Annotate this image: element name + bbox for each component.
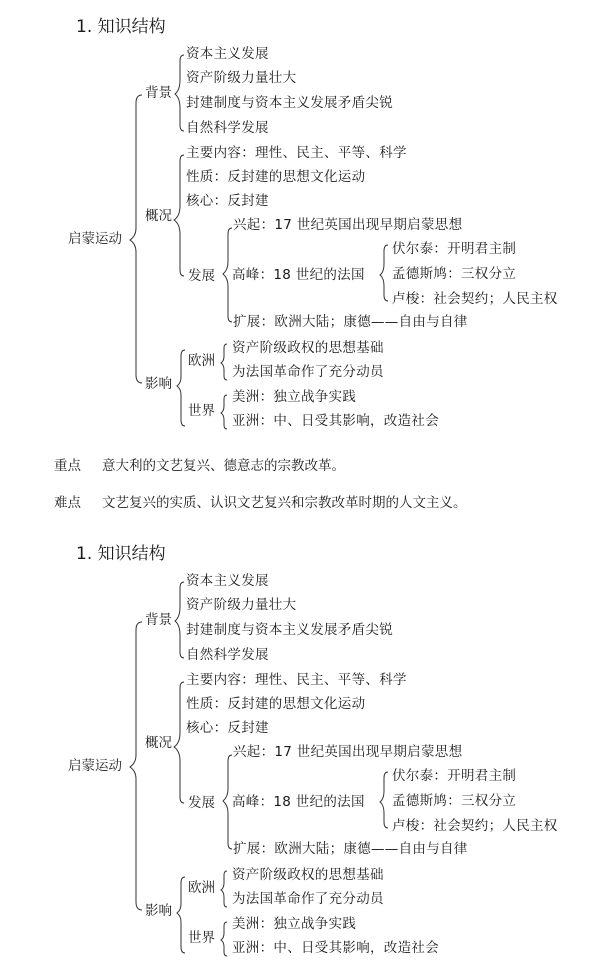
root-topic: 启蒙运动 (68, 231, 122, 247)
influence-world: 世界 (188, 403, 215, 419)
branch-overview: 概况 (145, 208, 172, 224)
branch-background: 背景 (145, 85, 172, 101)
influence-europe: 欧洲 (188, 353, 215, 369)
world-item: 亚洲：中、日受其影响，改造社会 (232, 940, 439, 956)
overview-core: 核心：反封建 (186, 720, 269, 736)
branch-overview: 概况 (145, 735, 172, 751)
development-rise: 兴起：17 世纪英国出现早期启蒙思想 (233, 744, 463, 760)
development-peak: 高峰：18 世纪的法国 (232, 794, 365, 810)
thinker-item: 伏尔泰：开明君主制 (392, 241, 517, 257)
thinker-item: 伏尔泰：开明君主制 (392, 768, 517, 784)
background-item: 自然科学发展 (186, 647, 269, 663)
overview-content: 主要内容：理性、民主、平等、科学 (186, 145, 407, 161)
thinker-item: 孟德斯鸠：三权分立 (392, 266, 517, 282)
background-item: 资产阶级力量壮大 (186, 597, 297, 613)
thinker-item: 孟德斯鸠：三权分立 (392, 793, 517, 809)
thinker-item: 卢梭：社会契约；人民主权 (392, 818, 558, 834)
background-item: 自然科学发展 (186, 120, 269, 136)
influence-europe: 欧洲 (188, 880, 215, 896)
background-item: 封建制度与资本主义发展矛盾尖锐 (186, 622, 393, 638)
background-item: 资本主义发展 (186, 46, 269, 62)
section-title: 1. 知识结构 (76, 17, 166, 37)
root-topic: 启蒙运动 (68, 758, 122, 774)
thinker-item: 卢梭：社会契约；人民主权 (392, 291, 558, 307)
development-rise: 兴起：17 世纪英国出现早期启蒙思想 (233, 217, 463, 233)
section-title: 1. 知识结构 (76, 544, 166, 564)
branch-influence: 影响 (145, 376, 172, 392)
overview-core: 核心：反封建 (186, 193, 269, 209)
background-item: 资产阶级力量壮大 (186, 70, 297, 86)
world-item: 美洲：独立战争实践 (232, 389, 357, 405)
difficult-point-label: 难点 (54, 495, 81, 511)
overview-nature: 性质：反封建的思想文化运动 (186, 169, 366, 185)
overview-content: 主要内容：理性、民主、平等、科学 (186, 672, 407, 688)
difficult-point-text: 文艺复兴的实质、认识文艺复兴和宗教改革时期的人文主义。 (102, 495, 467, 511)
background-item: 资本主义发展 (186, 573, 269, 589)
branch-development: 发展 (188, 795, 215, 811)
world-item: 亚洲：中、日受其影响，改造社会 (232, 413, 439, 429)
europe-item: 资产阶级政权的思想基础 (232, 340, 384, 356)
development-expansion: 扩展：欧洲大陆；康德——自由与自律 (233, 314, 468, 330)
world-item: 美洲：独立战争实践 (232, 916, 357, 932)
europe-item: 资产阶级政权的思想基础 (232, 867, 384, 883)
branch-influence: 影响 (145, 903, 172, 919)
branch-development: 发展 (188, 268, 215, 284)
europe-item: 为法国革命作了充分动员 (232, 364, 384, 380)
key-point-text: 意大利的文艺复兴、德意志的宗教改革。 (102, 458, 345, 474)
development-expansion: 扩展：欧洲大陆；康德——自由与自律 (233, 841, 468, 857)
influence-world: 世界 (188, 930, 215, 946)
background-item: 封建制度与资本主义发展矛盾尖锐 (186, 95, 393, 111)
key-point-label: 重点 (54, 458, 81, 474)
branch-background: 背景 (145, 612, 172, 628)
europe-item: 为法国革命作了充分动员 (232, 891, 384, 907)
overview-nature: 性质：反封建的思想文化运动 (186, 696, 366, 712)
development-peak: 高峰：18 世纪的法国 (232, 267, 365, 283)
